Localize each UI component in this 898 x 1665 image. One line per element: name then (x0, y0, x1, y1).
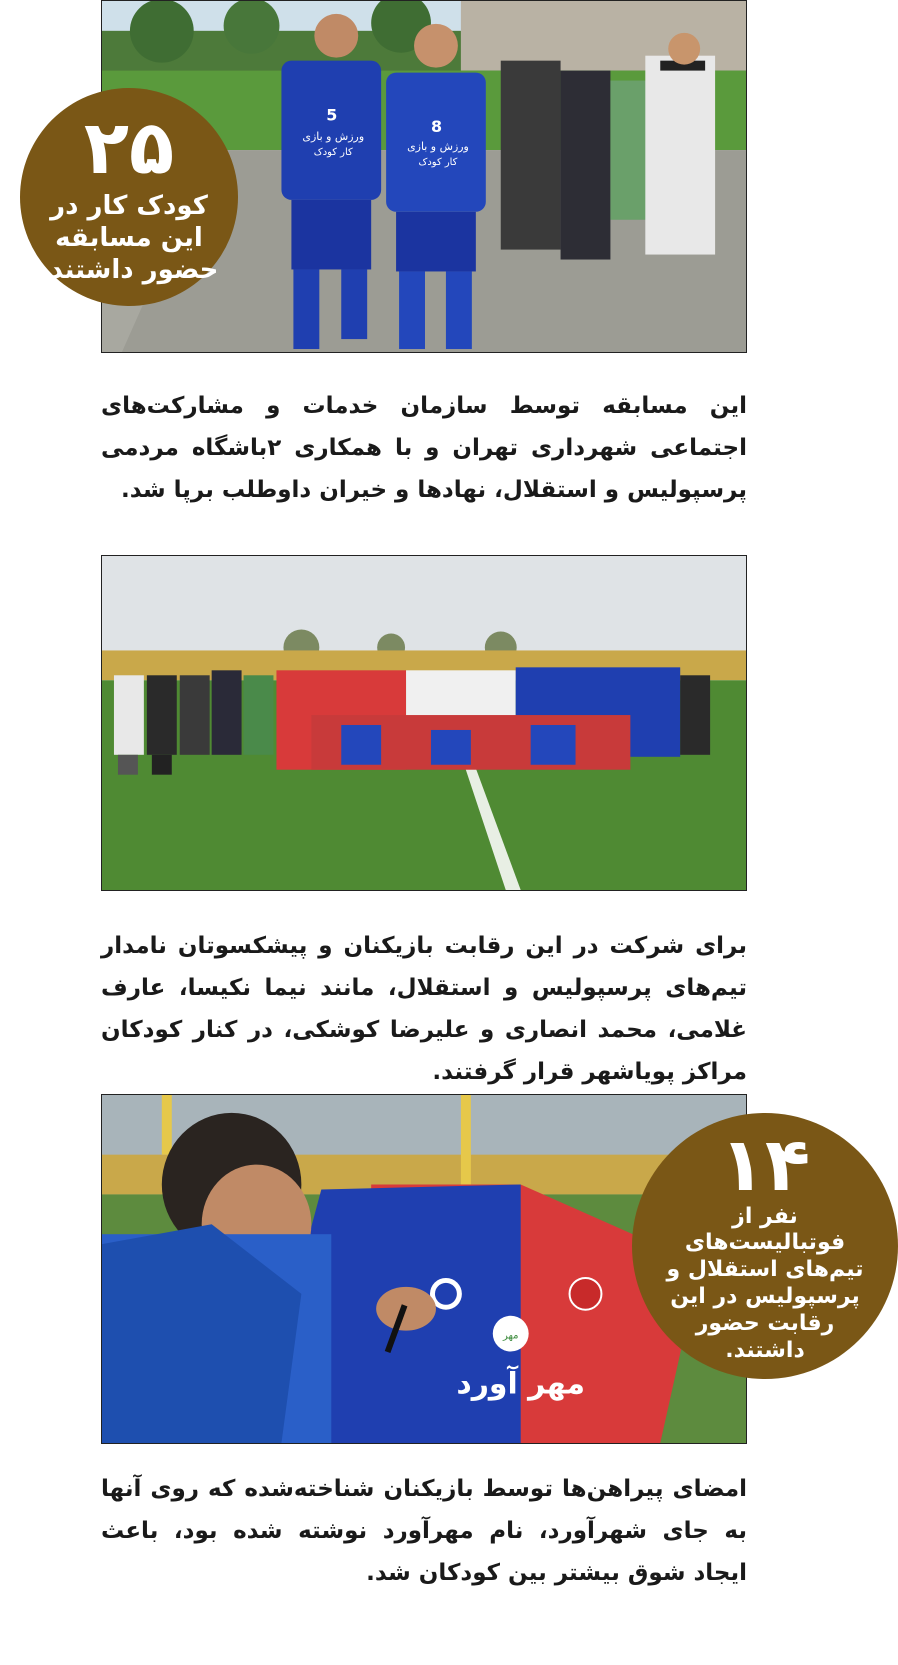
stat-badge-footballers (632, 1113, 898, 1379)
jersey-text-right-2: کار کودک (418, 157, 458, 169)
stat-text-children: کودک کار در این مسابقه حضور داشتند. (39, 191, 219, 285)
jersey-number-left: 5 (326, 105, 338, 125)
jersey-text-left-2: کار کودک (313, 147, 353, 159)
paragraph-participants: برای شرکت در این رقابت بازیکنان و پیشکسوتان نامدار تیم‌های پرسپولیس و استقلال، مانند نیما نکیسا، عارف غلامی، محمد انصاری و علیرضا کوشکی، در کنار کودکان مراکز پویاشهر قرار گرفتند. (101, 933, 747, 1085)
stat-text-footballers: نفر از فوتبالیست‌های تیم‌های استقلال و پرسپولیس در این رقابت حضور داشتند. (666, 1203, 864, 1363)
stat-badge-children (20, 88, 238, 306)
jersey-text-right-1: ورزش و بازی (407, 140, 469, 154)
jersey-text-left-1: ورزش و بازی (302, 130, 365, 144)
jersey-number-right: 8 (430, 117, 443, 137)
sponsor-logo-text: مهر (503, 1330, 519, 1342)
photo-team-group (101, 555, 747, 891)
stat-number-children: ۲۵ (83, 105, 175, 192)
paragraph-jersey-signing: امضای پیراهن‌ها توسط بازیکنان شناخته‌شده که روی آنها به جای شهرآورد، نام مهرآورد نوشته شده بود، باعث ایجاد شوق بیشتر بین کودکان شد. (101, 1476, 747, 1586)
shirt-name-text: مهر آورد (456, 1366, 586, 1402)
stat-number-footballers: ۱۴ (719, 1121, 811, 1208)
paragraph-organizers: این مسابقه توسط سازمان خدمات و مشارکت‌های اجتماعی شهرداری تهران و با همکاری ۲باشگاه مردمی پرسپولیس و استقلال، نهادها و خیران داوطلب برپا شد. (101, 393, 747, 503)
